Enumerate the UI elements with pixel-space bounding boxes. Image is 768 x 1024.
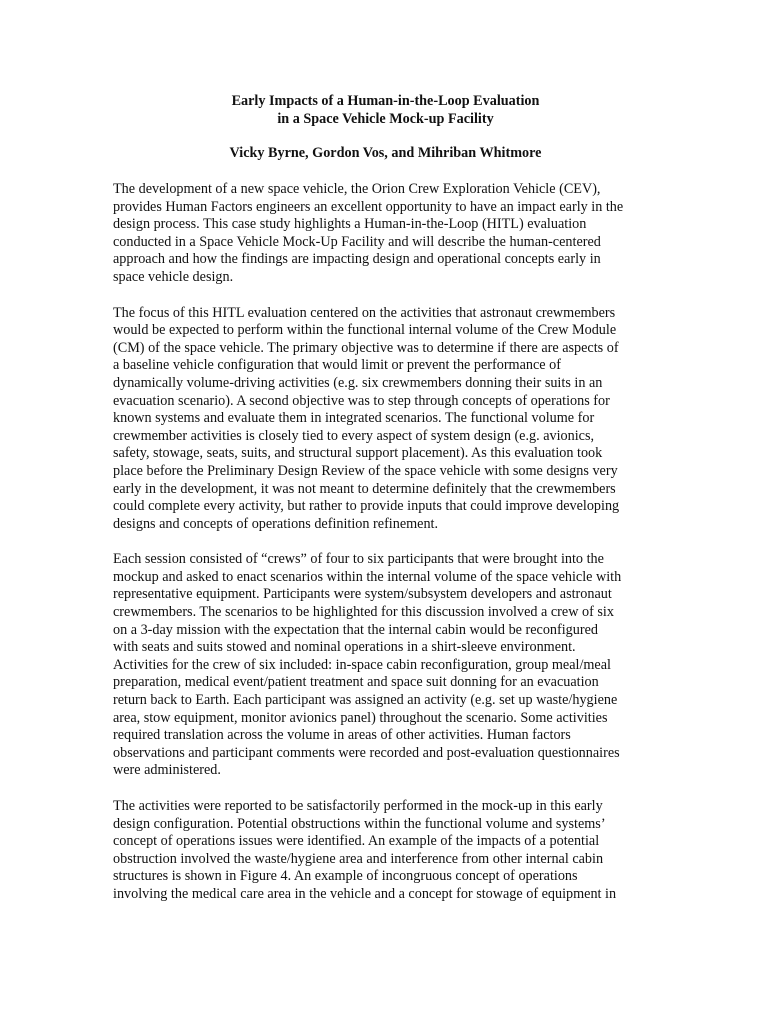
text-line: crewmembers. The scenarios to be highlighted for this discussion involved a crew of six	[113, 604, 614, 621]
text-line: obstruction involved the waste/hygiene area and interference from other internal cabin	[113, 850, 604, 867]
document-title	[113, 92, 658, 128]
text-line: designs and concepts of operations definition refinement.	[113, 515, 439, 532]
author-list: Vicky Byrne, Gordon Vos, and Mihriban Whitmore	[229, 145, 542, 161]
text-line: provides Human Factors engineers an excellent opportunity to have an impact early in the	[113, 198, 624, 215]
text-line: crewmember activities is closely tied to every aspect of system design (e.g. avionics,	[113, 427, 595, 444]
document-body	[113, 92, 658, 904]
text-line: early in the development, it was not meant to determine definitely that the crewmembers	[113, 480, 616, 497]
paragraph-evaluation-focus	[113, 305, 658, 534]
text-line: space vehicle design.	[113, 268, 234, 285]
text-line: Each session consisted of “crews” of four to six participants that were brought into the	[113, 551, 604, 568]
text-line: on a 3-day mission with the expectation that the internal cabin would be reconfigured	[113, 621, 598, 638]
text-line: required translation across the volume in areas of other activities. Human factors	[113, 727, 571, 744]
text-line: approach and how the findings are impacting design and operational concepts early in	[113, 251, 601, 268]
text-line: The development of a new space vehicle, the Orion Crew Exploration Vehicle (CEV),	[113, 181, 601, 197]
title-line: in a Space Vehicle Mock-up Facility	[277, 111, 494, 127]
text-line: area, stow equipment, monitor avionics panel) throughout the scenario. Some activities	[113, 709, 608, 726]
text-line: a baseline vehicle configuration that would limit or prevent the performance of	[113, 357, 561, 374]
text-line: mockup and asked to enact scenarios within the internal volume of the space vehicle with	[113, 568, 622, 585]
text-line: place before the Preliminary Design Review of the space vehicle with some designs very	[113, 462, 618, 479]
text-line: The activities were reported to be satisfactorily performed in the mock-up in this early	[113, 798, 603, 814]
text-line: evacuation scenario). A second objective was to step through concepts of operations for	[113, 392, 610, 409]
paragraph-abstract-intro	[113, 181, 658, 287]
text-line: known systems and evaluate them in integrated scenarios. The functional volume for	[113, 410, 595, 427]
text-line: dynamically volume-driving activities (e.g. six crewmembers donning their suits in an	[113, 374, 603, 391]
text-line: with seats and suits stowed and nominal operations in a shirt-sleeve environment.	[113, 639, 576, 656]
paragraph-session-description	[113, 551, 658, 780]
text-line: design configuration. Potential obstructions within the functional volume and systems’	[113, 815, 606, 832]
text-line: representative equipment. Participants were system/subsystem developers and astronaut	[113, 586, 612, 603]
text-line: design process. This case study highlights a Human-in-the-Loop (HITL) evaluation	[113, 216, 587, 233]
text-line: structures is shown in Figure 4. An example of incongruous concept of operations	[113, 868, 578, 885]
text-line: Activities for the crew of six included: in-space cabin reconfiguration, group meal/meal	[113, 656, 611, 673]
text-line: conducted in a Space Vehicle Mock-Up Facility and will describe the human-centered	[113, 233, 601, 250]
text-line: preparation, medical event/patient treatment and space suit donning for an evacuation	[113, 674, 599, 691]
text-line: return back to Earth. Each participant was assigned an activity (e.g. set up waste/hygiene	[113, 692, 618, 709]
text-line: involving the medical care area in the vehicle and a concept for stowage of equipment in	[113, 885, 617, 902]
paragraph-results	[113, 798, 658, 904]
text-line: (CM) of the space vehicle. The primary objective was to determine if there are aspects of	[113, 339, 619, 356]
text-line: would be expected to perform within the functional internal volume of the Crew Module	[113, 322, 617, 339]
text-line: concept of operations issues were identified. An example of the impacts of a potential	[113, 833, 600, 850]
text-line: The focus of this HITL evaluation centered on the activities that astronaut crewmembers	[113, 304, 616, 321]
title-line: Early Impacts of a Human-in-the-Loop Evaluation	[231, 93, 540, 109]
text-line: could complete every activity, but rather to provide inputs that could improve developing	[113, 498, 620, 515]
text-line: were administered.	[113, 762, 221, 779]
text-line: observations and participant comments were recorded and post-evaluation questionnaires	[113, 744, 620, 761]
text-line: safety, stowage, seats, suits, and structural support placement). As this evaluation took	[113, 445, 603, 462]
